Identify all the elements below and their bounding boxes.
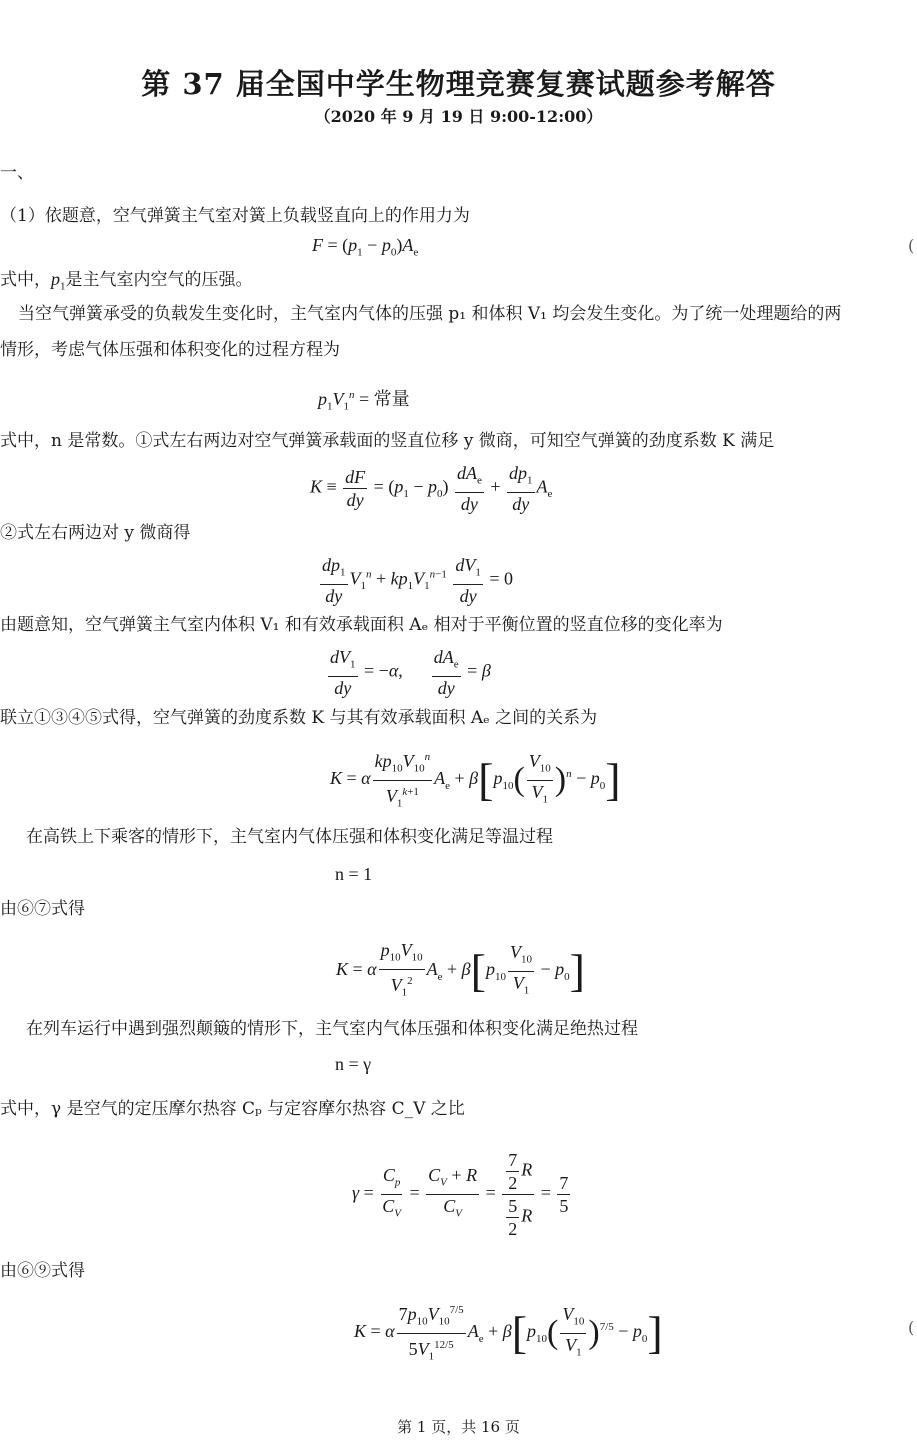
paragraph-11: 式中，γ 是空气的定压摩尔热容 Cₚ 与定容摩尔热容 C_V 之比 [0,1099,465,1119]
paragraph-2: 式中，$p_1$是主气室内空气的压强。 [0,269,253,293]
paragraph-8: 在高铁上下乘客的情形下，主气室内气体压强和体积变化满足等温过程 [26,827,553,847]
paragraph-5: ②式左右两边对 y 微商得 [0,523,191,543]
paragraph-7: 联立①③④⑤式得，空气弹簧的劲度系数 K 与其有效承载面积 Aₑ 之间的关系为 [0,708,598,728]
exam-date-subtitle: （2020 年 9 月 19 日 9:00-12:00） [314,107,603,126]
equation-4: $\frac{dp_1}{dy}$ $V_1^n + kp_1V_1^{n-1}$ $\frac{dV_1}{dy}$ = 0 [322,555,514,606]
section-label: 一、 [0,163,34,183]
page-title: 第 37 届全国中学生物理竞赛复赛试题参考解答 [141,67,776,101]
paragraph-4: 式中，n 是常数。①式左右两边对空气弹簧承载面的竖直位移 y 微商，可知空气弹簧的劲度系数 K 满足 [0,431,775,451]
paragraph-10: 在列车运行中遇到强烈颠簸的情形下，主气室内气体压强和体积变化满足绝热过程 [26,1019,638,1039]
equation-2-constant: 常量 [373,389,410,409]
edge-equation-number-mark: ( [908,236,915,255]
equation-9: n = γ [335,1054,372,1074]
equation-11: K = α $\frac{7p_{10}V_{10}^{7/5}}{5V_1^{12/5}}$ $A_e + \beta[p_{10}$( $\frac{V_{10}}{V_1}$ )$^{7/5} - p_0$] [354,1300,663,1366]
paragraph-2-prefix: 式中， [0,270,51,290]
equation-3: K ≡ $\frac{dF}{dy}$ = $(p_1 - p_0)$ $\frac{dA_e}{dy}$ + $\frac{dp_1}{dy}$ $A_e$ [310,463,553,514]
paragraph-12: 由⑥⑨式得 [0,1261,85,1281]
equation-5: $\frac{dV_1}{dy}$ = −α, $\frac{dA_e}{dy}$ = β [330,647,491,698]
equation-2: $p_1V_1^n$ = 常量 [318,389,410,413]
paragraph-9: 由⑥⑦式得 [0,899,85,919]
paragraph-3-line-1: 当空气弹簧承受的负载发生变化时，主气室内气体的压强 p₁ 和体积 V₁ 均会发生变化。为了统一处理题给的两 [18,304,842,324]
paragraph-2-suffix: 是主气室内空气的压强。 [65,270,253,290]
edge-equation-number-mark-2: ( [908,1318,915,1337]
page-footer: 第 1 页，共 16 页 [397,1418,520,1436]
paragraph-1: （1）依题意，空气弹簧主气室对簧上负载竖直向上的作用力为 [0,206,470,226]
equation-6: K = α $\frac{kp_{10}V_{10}^n}{V_1^{k+1}}$ $A_e + \beta[p_{10}$( $\frac{V_{10}}{V_1}$ )$^n - p_0$] [330,747,621,813]
equation-10: γ = $\frac{C_p}{C_V}$ = $\frac{C_V + R}{C_V}$ = $\frac{7}{2}$ R $\frac{5}{2}$ R = $\frac{7}{5}$ [352,1150,569,1239]
paragraph-6: 由题意知，空气弹簧主气室内体积 V₁ 和有效承载面积 Aₑ 相对于平衡位置的竖直位移的变化率为 [0,615,723,635]
equation-7: n = 1 [335,864,373,884]
equation-1: $F = (p_1 - p_0)A_e$ [312,235,419,259]
paragraph-3-line-2: 情形，考虑气体压强和体积变化的过程方程为 [0,340,340,360]
equation-8: K = α $\frac{p_{10}V_{10}}{V_1^2}$ $A_e + \beta[p_{10}$ $\frac{V_{10}}{V_1}$ − $p_0$] [336,940,585,999]
